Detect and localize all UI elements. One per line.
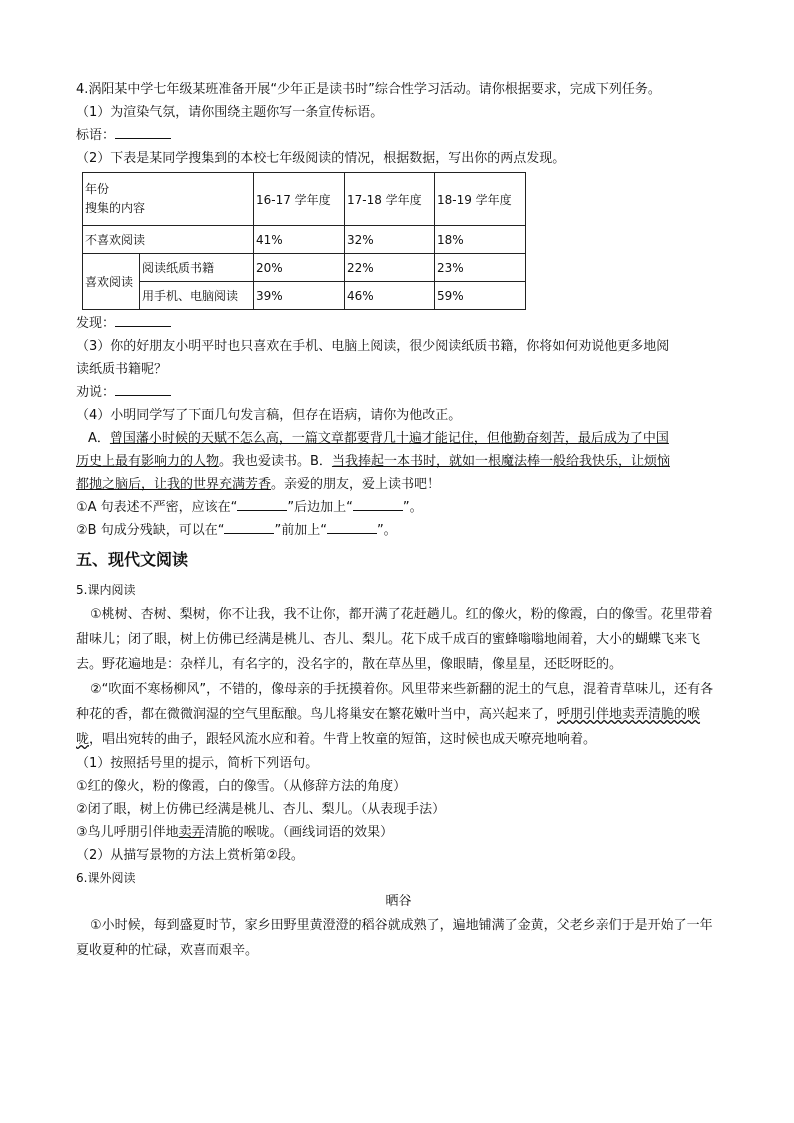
- q5-question-1a: ①红的像火，粉的像霞，白的像雪。（从修辞方法的角度）: [76, 779, 407, 794]
- table-cell: 20%: [254, 254, 345, 282]
- speech-line-1: [76, 427, 721, 450]
- fix-line-2: [76, 519, 721, 542]
- persuade-label: 劝说：: [76, 385, 116, 400]
- finding-line: [76, 312, 721, 335]
- row-label: 用手机、电脑阅读: [140, 282, 254, 310]
- speech-a-prefix: A．: [88, 431, 110, 446]
- year-header: 16-17 学年度: [254, 173, 345, 226]
- finding-blank[interactable]: [115, 312, 171, 327]
- table-cell: 41%: [254, 226, 345, 254]
- slogan-line: [76, 124, 721, 147]
- reading-survey-table: [82, 172, 526, 310]
- q4-part3-line1: （3）你的好朋友小明平时也只喜欢在手机、电脑上阅读，很少阅读纸质书籍，你将如何劝说他更多地阅: [76, 339, 670, 354]
- header-content-label: 搜集的内容: [85, 201, 146, 215]
- row-label: 不喜欢阅读: [83, 226, 254, 254]
- q4-part3-line2: 读纸质书籍呢？: [76, 362, 168, 377]
- fix1-text-b: ”后边加上“: [287, 500, 353, 515]
- year-header: 17-18 学年度: [345, 173, 435, 226]
- speech-middle: 。我也爱读书。B．: [219, 454, 332, 469]
- q5-question-2: （2）从描写景物的方法上赏析第②段。: [76, 848, 304, 863]
- q5-question-1b: ②闭了眼，树上仿佛已经满是桃儿、杏儿、梨儿。（从表现手法）: [76, 802, 446, 817]
- speech-b-text: 当我捧起一本书时，就如一根魔法棒一般给我快乐，让烦恼: [331, 454, 670, 469]
- table-cell: 18%: [435, 226, 526, 254]
- table-cell: 22%: [345, 254, 435, 282]
- q4-title: 4.涡阳某中学七年级某班准备开展“少年正是读书时”综合性学习活动。请你根据要求，完成下列任务。: [76, 82, 661, 97]
- q6-title: 6.课外阅读: [76, 871, 136, 885]
- q5-question-1c: [76, 821, 721, 844]
- table-cell: 32%: [345, 226, 435, 254]
- fix2-blank-1[interactable]: [224, 519, 274, 534]
- speech-a-text: 曾国藩小时候的天赋不怎么高，一篇文章都要背几十遍才能记住，但他勤奋刻苦，最后成为了中国: [109, 431, 669, 446]
- table-row: [83, 282, 526, 310]
- fix2-text-a: ②B 句成分残缺，可以在“: [76, 523, 225, 538]
- persuade-line: [76, 381, 721, 404]
- slogan-label: 标语：: [76, 128, 116, 143]
- q5-q1c-underlined: 卖弄: [178, 825, 205, 840]
- slogan-blank[interactable]: [115, 124, 171, 139]
- q5-paragraph-1: ①桃树、杏树、梨树，你不让我，我不让你，都开满了花赶趟儿。红的像火，粉的像霞，白的像雪。花里带着甜味儿；闭了眼，树上仿佛已经满是桃儿、杏儿、梨儿。花下成千成百的蜜蜂嗡嗡地闹着，大小的蝴蝶飞来飞去。野花遍地是：杂样儿，有名字的，没名字的，散在草丛里，像眼睛，像星星，还眨呀眨的。: [76, 607, 713, 672]
- speech-end: 。亲爱的朋友，爱上读书吧！: [271, 477, 441, 492]
- persuade-blank[interactable]: [115, 381, 171, 396]
- exam-page: [76, 78, 721, 963]
- table-corner-header: [83, 173, 254, 226]
- fix1-text-c: ”。: [402, 500, 423, 515]
- q4-part2: （2）下表是某同学搜集到的本校七年级阅读的情况，根据数据，写出你的两点发现。: [76, 151, 566, 166]
- table-cell: 46%: [345, 282, 435, 310]
- q5-paragraph-2: [76, 677, 721, 752]
- speech-b-text-cont: 都抛之脑后，让我的世界充满芳香: [76, 477, 272, 492]
- table-cell: 39%: [254, 282, 345, 310]
- group-label: 喜欢阅读: [83, 254, 140, 310]
- table-cell: 23%: [435, 254, 526, 282]
- section-title: 五、现代文阅读: [76, 550, 189, 569]
- table-cell: 59%: [435, 282, 526, 310]
- table-header-row: [83, 173, 526, 226]
- table-row: [83, 226, 526, 254]
- q6-paragraph-1: ①小时候，每到盛夏时节，家乡田野里黄澄澄的稻谷就成熟了，遍地铺满了金黄，父老乡亲们于是开始了一年夏收夏种的忙碌，欢喜而艰辛。: [76, 918, 713, 958]
- speech-a-text-cont: 历史上最有影响力的人物: [76, 454, 220, 469]
- header-year-label: 年份: [85, 182, 110, 196]
- q5-title: 5.课内阅读: [76, 583, 136, 597]
- fix1-text-a: ①A 句表述不严密，应该在“: [76, 500, 238, 515]
- speech-line-2: [76, 450, 721, 473]
- fix2-text-b: ”前加上“: [274, 523, 327, 538]
- q5-q1c-text-a: ③鸟儿呼朋引伴地: [76, 825, 179, 840]
- q5-para2-text-c: ，唱出宛转的曲子，跟轻风流水应和着。牛背上牧童的短笛，这时候也成天嘹亮地响着。: [89, 732, 597, 747]
- article-title: 晒谷: [385, 894, 412, 909]
- year-header: 18-19 学年度: [435, 173, 526, 226]
- q5-para2-marked: 呼朋引伴地卖弄清脆的喉咙: [76, 707, 701, 747]
- q4-part1: （1）为渲染气氛，请你围绕主题你写一条宣传标语。: [76, 105, 384, 120]
- table-row: [83, 254, 526, 282]
- finding-label: 发现：: [76, 316, 116, 331]
- row-label: 阅读纸质书籍: [140, 254, 254, 282]
- q5-para2-text-a: ②“吹面不寒杨柳风”，不错的，像母亲的手抚摸着你。风里带来些新翻的泥土的气息，混着青草味儿，还有各种花的香，都在微微润湿的空气里酝酿。鸟儿将巢安在繁花嫩叶当中，高兴起来了，: [76, 682, 714, 722]
- fix2-text-c: ”。: [376, 523, 397, 538]
- fix1-blank-2[interactable]: [353, 496, 403, 511]
- speech-line-3: [76, 473, 721, 496]
- fix1-blank-1[interactable]: [237, 496, 287, 511]
- fix-line-1: [76, 496, 721, 519]
- q5-question-1: （1）按照括号里的提示，简析下列语句。: [76, 756, 319, 771]
- q4-part4: （4）小明同学写了下面几句发言稿，但存在语病，请你为他改正。: [76, 408, 462, 423]
- fix2-blank-2[interactable]: [327, 519, 377, 534]
- q5-q1c-text-b: 清脆的喉咙。（画线词语的效果）: [204, 825, 394, 840]
